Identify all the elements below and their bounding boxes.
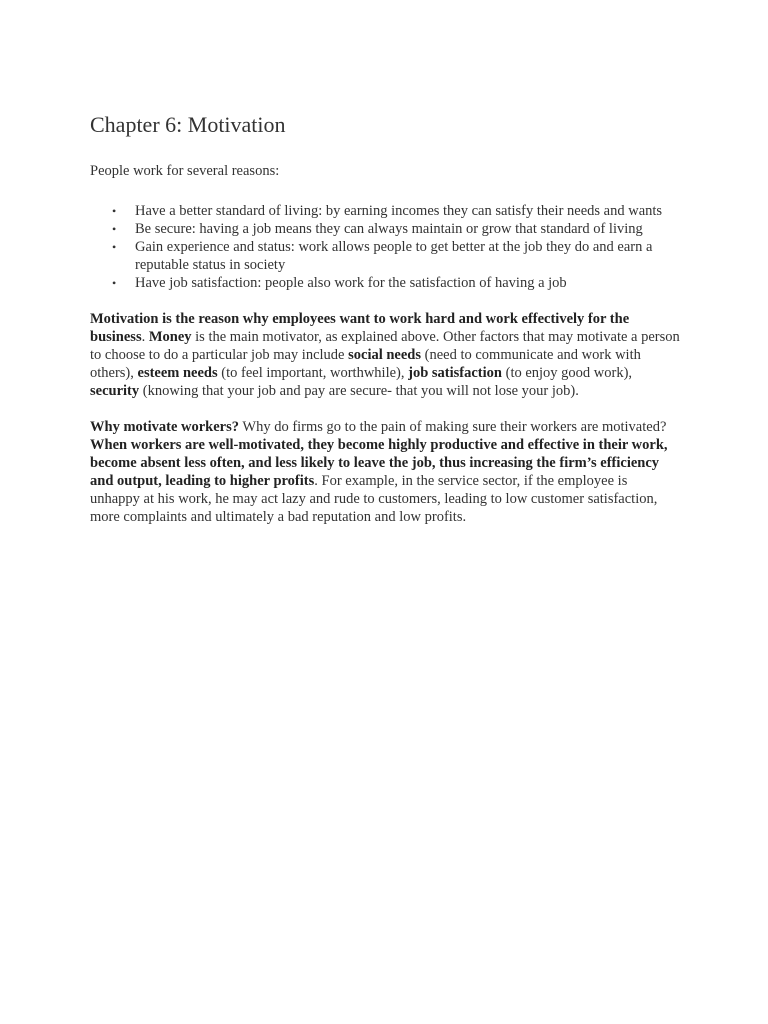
body-text: is the main motivator, as explained above. Other factors that may motivate a person to choose to do a particular job may include [90,329,680,363]
list-item [90,274,680,292]
bold-text: job satisfaction [408,365,502,381]
list-item [90,220,680,238]
motivation-definition-paragraph [90,310,680,400]
why-motivate-paragraph [90,418,680,526]
bullet-icon: • [112,240,117,254]
bold-text: Motivation is the reason why employees want to work hard and work effectively for the business [90,311,630,345]
bold-text: When workers are well-motivated, they become highly productive and effective in their work, become absent less often, and less likely to leave the job, thus increasing the firm’s efficiency and output, leading to higher profits [90,437,668,489]
list-item-text: Have job satisfaction: people also work for the satisfaction of having a job [135,275,567,291]
bold-text: Why motivate workers? [90,419,240,435]
list-item [90,238,680,274]
bullet-icon: • [112,204,117,218]
bold-text: Money [148,329,192,345]
bold-text: security [90,383,140,399]
body-text: . [141,329,149,345]
body-text: (knowing that your job and pay are secure- that you will not lose your job). [139,383,579,399]
list-item-text: Gain experience and status: work allows people to get better at the job they do and earn a reputable status in society [135,239,653,273]
bold-text: esteem needs [137,365,218,381]
list-item-text: Be secure: having a job means they can always maintain or grow that standard of living [135,221,643,237]
body-text: . For example, in the service sector, if the employee is unhappy at his work, he may act lazy and rude to customers, leading to low customer satisfaction, more complaints and ultimately a bad reputation and low profits. [90,473,658,525]
body-text: (to enjoy good work), [501,365,633,381]
body-text: (to feel important, worthwhile), [217,365,409,381]
bullet-icon: • [112,276,117,290]
list-item-text: Have a better standard of living: by earning incomes they can satisfy their needs and wants [135,203,663,219]
document-page [90,108,680,544]
page-title: Chapter 6: Motivation [90,112,286,137]
bullet-icon: • [112,222,117,236]
intro-text: People work for several reasons: [90,163,280,179]
body-text: (need to communicate and work with others), [90,347,641,381]
reasons-list [90,202,680,292]
list-item [90,202,680,220]
bold-text: social needs [348,347,422,363]
body-text: Why do firms go to the pain of making sure their workers are motivated? [239,419,667,435]
